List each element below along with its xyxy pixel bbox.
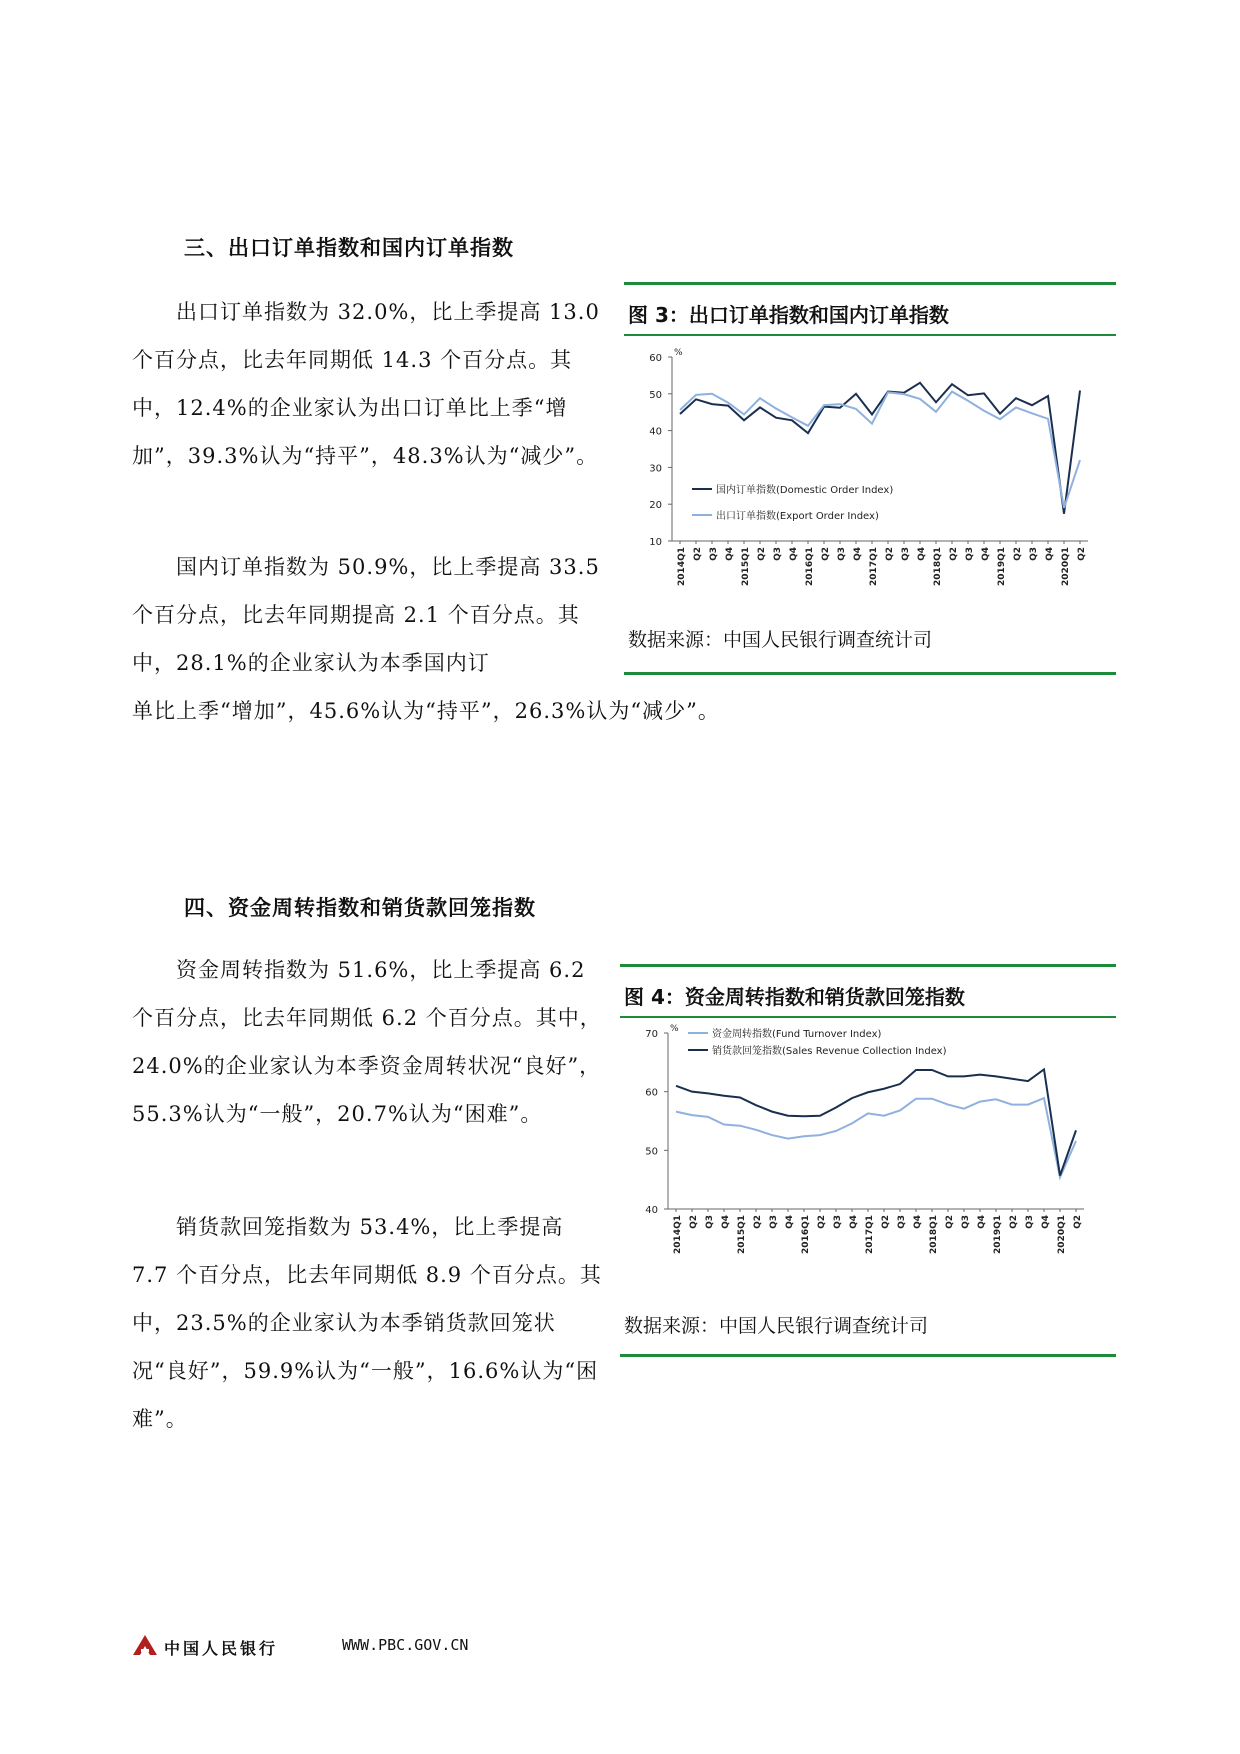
x-tick-label: Q2	[885, 547, 895, 561]
x-tick-label: Q3	[773, 547, 783, 561]
section3-paragraph-2a	[132, 543, 606, 687]
x-tick-label: 2020Q1	[1061, 547, 1071, 586]
x-tick-label: 2014Q1	[677, 547, 687, 586]
x-tick-label: Q3	[1025, 1215, 1035, 1229]
y-axis-unit: %	[670, 1024, 679, 1034]
x-tick-label: Q4	[721, 1215, 731, 1229]
x-tick-label: Q2	[1009, 1215, 1019, 1229]
x-tick-label: Q2	[753, 1215, 763, 1229]
y-tick-label: 40	[645, 1205, 658, 1216]
section4-paragraph-1-text: 资金周转指数为 51.6%，比上季提高 6.2 个百分点，比去年同期低 6.2 个百分点。其中，24.0%的企业家认为本季资金周转状况“良好”，55.3%认为“一般”，20.7%认为“困难”。	[132, 958, 602, 1126]
x-tick-label: Q2	[881, 1215, 891, 1229]
x-tick-label: Q4	[913, 1215, 923, 1229]
x-tick-label: Q3	[837, 547, 847, 561]
figure3-title: 图 3：出口订单指数和国内订单指数	[628, 303, 949, 327]
x-tick-label: Q2	[693, 547, 703, 561]
x-tick-label: 2015Q1	[737, 1215, 747, 1254]
section4-paragraph-2	[132, 1203, 606, 1443]
x-tick-label: Q3	[961, 1215, 971, 1229]
x-tick-label: Q4	[789, 547, 799, 561]
legend-label-1: 出口订单指数(Export Order Index)	[716, 511, 879, 522]
x-tick-label: 2014Q1	[673, 1215, 683, 1254]
x-tick-label: Q4	[785, 1215, 795, 1229]
x-tick-label: Q3	[965, 547, 975, 561]
pbc-logo-icon	[132, 1634, 158, 1656]
x-tick-label: Q3	[1029, 547, 1039, 561]
x-tick-label: Q3	[769, 1215, 779, 1229]
figure4-title: 图 4：资金周转指数和销货款回笼指数	[624, 985, 965, 1009]
footer-url: WWW.PBC.GOV.CN	[342, 1636, 469, 1654]
x-tick-label: Q2	[1077, 547, 1087, 561]
x-tick-label: Q2	[949, 547, 959, 561]
x-tick-label: Q4	[1045, 547, 1055, 561]
x-tick-label: Q3	[897, 1215, 907, 1229]
section4-heading: 四、资金周转指数和销货款回笼指数	[184, 896, 536, 920]
figure4-chart	[624, 1021, 1104, 1283]
section3-paragraph-2b: 单比上季“增加”，45.6%认为“持平”，26.3%认为“减少”。	[132, 699, 720, 723]
y-tick-label: 70	[645, 1029, 658, 1040]
section4-paragraph-1	[132, 946, 606, 1138]
figure3-title-rule	[624, 334, 1116, 336]
section4-paragraph-2-text: 销货款回笼指数为 53.4%，比上季提高 7.7 个百分点，比去年同期低 8.9 个百分点。其中，23.5%的企业家认为本季销货款回笼状况“良好”，59.9%认为“一般”，16.6%认为“困难”。	[132, 1215, 602, 1431]
x-tick-label: Q2	[689, 1215, 699, 1229]
x-tick-label: Q4	[981, 547, 991, 561]
section3-paragraph-1-text: 出口订单指数为 32.0%，比上季提高 13.0 个百分点，比去年同期低 14.3 个百分点。其中，12.4%的企业家认为出口订单比上季“增加”，39.3%认为“持平”，48.3%认为“减少”。	[132, 300, 600, 468]
x-tick-label: Q2	[817, 1215, 827, 1229]
y-tick-label: 30	[649, 463, 662, 475]
x-tick-label: Q3	[833, 1215, 843, 1229]
x-tick-label: Q3	[901, 547, 911, 561]
figure3-source: 数据来源：中国人民银行调查统计司	[628, 629, 933, 651]
figure3-box	[624, 282, 1116, 675]
y-tick-label: 60	[645, 1087, 658, 1099]
x-tick-label: 2019Q1	[993, 1215, 1003, 1254]
legend-label-0: 资金周转指数(Fund Turnover Index)	[712, 1029, 882, 1040]
x-tick-label: 2016Q1	[801, 1215, 811, 1254]
x-tick-label: 2018Q1	[929, 1215, 939, 1254]
x-tick-label: Q3	[709, 547, 719, 561]
y-tick-label: 40	[649, 426, 662, 438]
legend-label-1: 销货款回笼指数(Sales Revenue Collection Index)	[712, 1046, 947, 1057]
x-tick-label: Q2	[757, 547, 767, 561]
y-tick-label: 20	[649, 500, 662, 512]
figure4-box	[620, 964, 1116, 1357]
x-tick-label: Q4	[917, 547, 927, 561]
x-tick-label: Q4	[1041, 1215, 1051, 1229]
x-tick-label: Q2	[945, 1215, 955, 1229]
x-tick-label: Q4	[853, 547, 863, 561]
y-tick-label: 60	[649, 353, 662, 364]
figure4-source: 数据来源：中国人民银行调查统计司	[624, 1315, 929, 1337]
y-tick-label: 50	[649, 389, 662, 401]
x-tick-label: 2020Q1	[1057, 1215, 1067, 1254]
x-tick-label: Q4	[977, 1215, 987, 1229]
y-axis-unit: %	[674, 348, 683, 358]
section3-paragraph-1	[132, 288, 606, 480]
x-tick-label: Q3	[705, 1215, 715, 1229]
section3-paragraph-2a-text: 国内订单指数为 50.9%，比上季提高 33.5 个百分点，比去年同期提高 2.1 个百分点。其中，28.1%的企业家认为本季国内订	[132, 555, 600, 675]
x-tick-label: Q2	[1013, 547, 1023, 561]
x-tick-label: 2018Q1	[933, 547, 943, 586]
x-tick-label: 2017Q1	[869, 547, 879, 586]
x-tick-label: Q2	[1073, 1215, 1083, 1229]
x-tick-label: 2015Q1	[741, 547, 751, 586]
x-tick-label: 2017Q1	[865, 1215, 875, 1254]
figure4-title-rule	[620, 1016, 1116, 1018]
y-tick-label: 10	[649, 537, 662, 548]
figure3-chart	[628, 337, 1108, 587]
series-line-1	[676, 1069, 1076, 1175]
legend-label-0: 国内订单指数(Domestic Order Index)	[716, 485, 894, 496]
x-tick-label: 2019Q1	[997, 547, 1007, 586]
series-line-0	[676, 1098, 1076, 1177]
section3-heading: 三、出口订单指数和国内订单指数	[184, 236, 514, 260]
x-tick-label: 2016Q1	[805, 547, 815, 586]
x-tick-label: Q2	[821, 547, 831, 561]
footer-bank-name: 中国人民银行	[164, 1639, 279, 1658]
y-tick-label: 50	[645, 1146, 658, 1158]
x-tick-label: Q4	[725, 547, 735, 561]
x-tick-label: Q4	[849, 1215, 859, 1229]
